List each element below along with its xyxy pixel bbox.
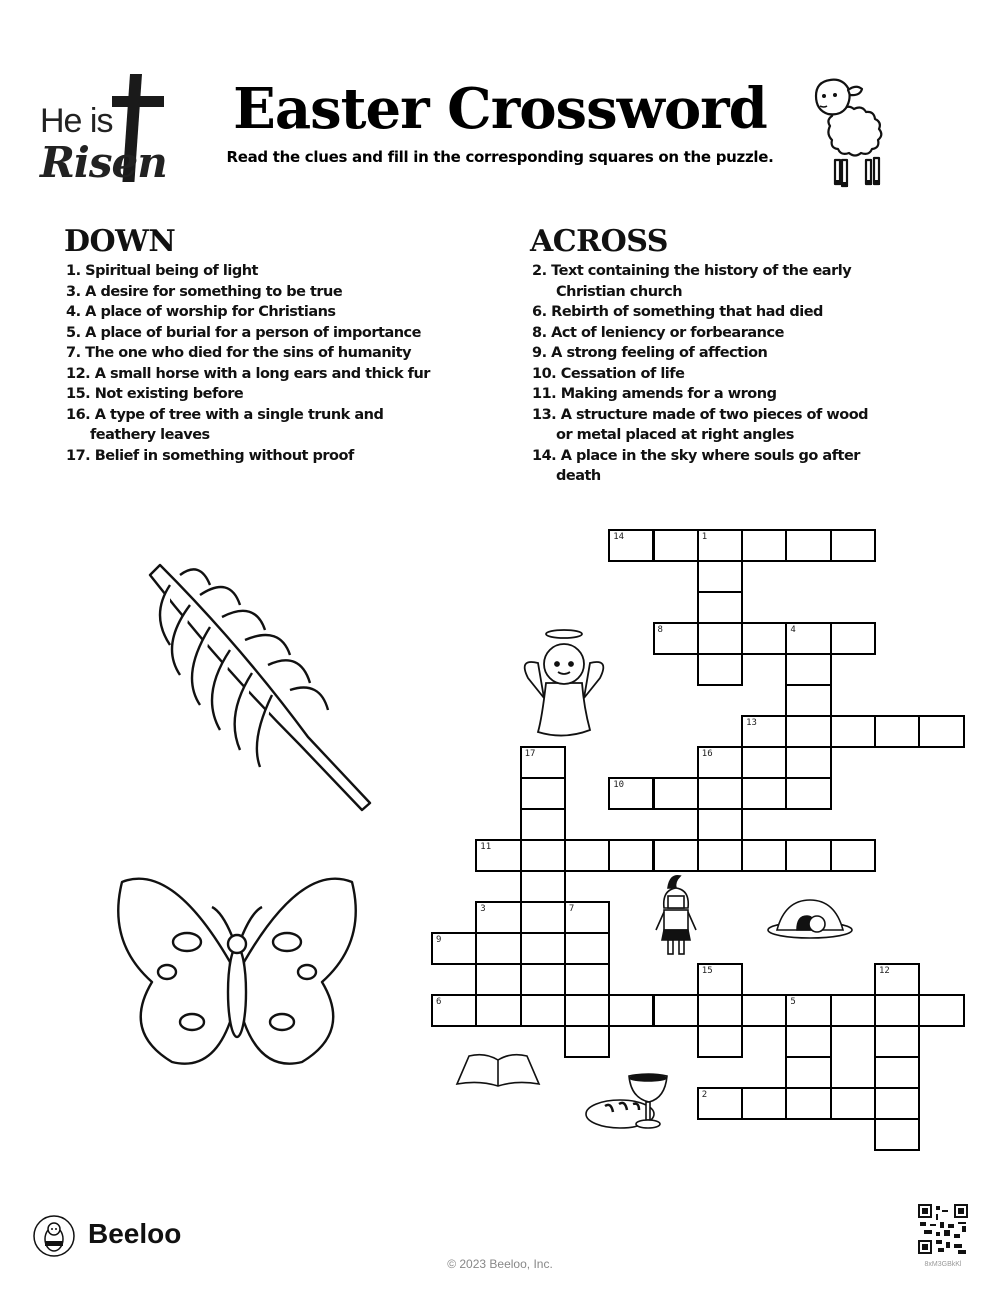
crossword-cell[interactable]	[874, 1118, 920, 1151]
crossword-cell-2[interactable]	[697, 1087, 743, 1120]
crossword-cell[interactable]	[830, 994, 876, 1027]
crossword-cell[interactable]	[785, 715, 831, 748]
roman-soldier-icon	[650, 872, 702, 962]
crossword-cell[interactable]	[874, 1025, 920, 1058]
across-clue-list	[532, 261, 882, 487]
crossword-cell[interactable]	[918, 715, 964, 748]
crossword-cell-6[interactable]	[431, 994, 477, 1027]
crossword-cell-13[interactable]	[741, 715, 787, 748]
crossword-cell[interactable]	[653, 994, 699, 1027]
down-clue: 7. The one who died for the sins of humanity	[66, 345, 412, 361]
clue-number: 13	[746, 718, 757, 728]
crossword-cell[interactable]	[697, 777, 743, 810]
across-clue: 2. Text containing the history of the early Christian church	[532, 263, 852, 300]
crossword-cell[interactable]	[520, 777, 566, 810]
crossword-cell[interactable]	[564, 932, 610, 965]
down-clue: 17. Belief in something without proof	[66, 447, 354, 464]
crossword-cell[interactable]	[785, 1056, 831, 1089]
down-clues-section	[64, 224, 464, 466]
crossword-cell[interactable]	[475, 963, 521, 996]
crossword-cell[interactable]	[918, 994, 964, 1027]
crossword-cell-10[interactable]	[608, 777, 654, 810]
crossword-cell[interactable]	[608, 839, 654, 872]
crossword-cell[interactable]	[697, 839, 743, 872]
crossword-cell-11[interactable]	[475, 839, 521, 872]
clue-number: 3	[480, 904, 486, 914]
crossword-cell[interactable]	[741, 777, 787, 810]
down-clue: 12. A small horse with a long ears and thick fur	[66, 365, 430, 382]
clue-number: 17	[524, 749, 536, 759]
crossword-cell[interactable]	[785, 839, 831, 872]
crossword-cell[interactable]	[874, 715, 920, 748]
crossword-cell[interactable]	[520, 994, 566, 1027]
clue-number: 10	[613, 780, 625, 790]
down-clue: 4. A place of worship for Christians	[66, 304, 336, 320]
across-clue: 13. A structure made of two pieces of wood or metal placed at right angles	[532, 406, 869, 443]
clue-number: 4	[790, 625, 796, 635]
page-subtitle: Read the clues and fill in the corresponding squares on the puzzle.	[226, 148, 774, 166]
qr-code-icon	[918, 1204, 968, 1254]
clue-number: 11	[480, 842, 492, 852]
crossword-cell[interactable]	[741, 839, 787, 872]
beeloo-brand: Beeloo	[88, 1218, 182, 1249]
crossword-cell[interactable]	[785, 653, 831, 686]
beeloo-bee-logo-icon	[33, 1215, 75, 1257]
lamb-icon	[810, 68, 900, 193]
crossword-cell[interactable]	[830, 839, 876, 872]
qr-code-label: 8xM3GBkKl	[924, 1261, 962, 1268]
crossword-cell[interactable]	[830, 529, 876, 562]
open-bible-icon	[455, 1052, 541, 1088]
clue-number: 12	[879, 966, 890, 976]
crossword-cell[interactable]	[520, 963, 566, 996]
clue-number: 1	[701, 532, 708, 542]
clue-number: 8	[657, 625, 663, 635]
crossword-cell[interactable]	[653, 777, 699, 810]
crossword-cell[interactable]	[785, 529, 831, 562]
crossword-cell[interactable]	[475, 932, 521, 965]
crossword-cell[interactable]	[697, 653, 743, 686]
crossword-cell[interactable]	[520, 932, 566, 965]
crossword-cell[interactable]	[830, 622, 876, 655]
empty-tomb-icon	[765, 898, 855, 940]
crossword-cell[interactable]	[874, 1087, 920, 1120]
crossword-cell-7[interactable]	[564, 901, 610, 934]
down-heading: DOWN	[64, 224, 176, 259]
across-clue: 14. A place in the sky where souls go after death	[532, 447, 860, 484]
logo-risen: Risen	[40, 138, 167, 187]
crossword-cell[interactable]	[741, 994, 787, 1027]
crossword-cell[interactable]	[785, 1087, 831, 1120]
crossword-cell[interactable]	[830, 1087, 876, 1120]
crossword-cell[interactable]	[653, 839, 699, 872]
clue-number: 15	[701, 966, 713, 976]
page-title: Easter Crossword	[233, 76, 767, 142]
crossword-cell[interactable]	[697, 808, 743, 841]
clue-number: 6	[436, 997, 442, 1007]
crossword-cell[interactable]	[564, 963, 610, 996]
across-clue: 8. Act of leniency or forbearance	[532, 324, 784, 341]
crossword-cell[interactable]	[741, 746, 787, 779]
clue-number: 16	[701, 749, 713, 759]
crossword-cell-14[interactable]	[608, 529, 654, 562]
crossword-cell[interactable]	[785, 777, 831, 810]
down-clue: 15. Not existing before	[66, 386, 244, 402]
crossword-cell[interactable]	[785, 746, 831, 779]
down-clue: 5. A place of burial for a person of importance	[66, 324, 421, 341]
clue-number: 14	[613, 532, 625, 542]
crossword-cell[interactable]	[741, 1087, 787, 1120]
crossword-cell-15[interactable]	[697, 963, 743, 996]
crossword-cell-17[interactable]	[520, 746, 566, 779]
down-clue-list	[66, 261, 464, 466]
crossword-cell-12[interactable]	[874, 963, 920, 996]
crossword-cell-8[interactable]	[653, 622, 699, 655]
crossword-cell-3[interactable]	[475, 901, 521, 934]
clue-number: 9	[436, 935, 442, 945]
crossword-cell[interactable]	[697, 560, 743, 593]
crossword-cell[interactable]	[653, 529, 699, 562]
crossword-cell[interactable]	[830, 715, 876, 748]
crossword-cell[interactable]	[608, 994, 654, 1027]
crossword-cell-5[interactable]	[785, 994, 831, 1027]
down-clue: 1. Spiritual being of light	[66, 263, 258, 279]
palm-leaf-icon	[140, 555, 380, 835]
bread-and-cup-icon	[585, 1072, 697, 1132]
down-clue: 3. A desire for something to be true	[66, 283, 343, 300]
crossword-cell[interactable]	[564, 1025, 610, 1058]
crossword-cell[interactable]	[520, 839, 566, 872]
crossword-cell-16[interactable]	[697, 746, 743, 779]
clue-number: 2	[701, 1090, 708, 1100]
butterfly-icon	[112, 872, 362, 1087]
crossword-cell[interactable]	[475, 994, 521, 1027]
crossword-cell[interactable]	[741, 622, 787, 655]
crossword-cell[interactable]	[564, 839, 610, 872]
crossword-cell[interactable]	[697, 1025, 743, 1058]
crossword-cell[interactable]	[564, 994, 610, 1027]
crossword-cell-4[interactable]	[785, 622, 831, 655]
crossword-cell[interactable]	[874, 1056, 920, 1089]
copyright-text: © 2023 Beeloo, Inc.	[447, 1257, 553, 1271]
crossword-cell[interactable]	[697, 591, 743, 624]
crossword-cell[interactable]	[697, 622, 743, 655]
crossword-cell[interactable]	[741, 529, 787, 562]
crossword-cell[interactable]	[520, 870, 566, 903]
logo-he-is: He is	[40, 102, 113, 140]
crossword-cell[interactable]	[697, 994, 743, 1027]
crossword-cell-1[interactable]	[697, 529, 743, 562]
across-clue: 9. A strong feeling of affection	[532, 345, 768, 361]
crossword-cell[interactable]	[520, 901, 566, 934]
across-heading: ACROSS	[530, 224, 668, 259]
across-clues-section	[530, 224, 890, 487]
clue-number: 7	[568, 904, 575, 914]
crossword-cell[interactable]	[785, 1025, 831, 1058]
crossword-cell[interactable]	[520, 808, 566, 841]
down-clue: 16. A type of tree with a single trunk and feathery leaves	[66, 406, 384, 443]
clue-number: 5	[790, 997, 796, 1007]
crossword-cell[interactable]	[785, 684, 831, 717]
across-clue: 6. Rebirth of something that had died	[532, 304, 823, 320]
crossword-cell[interactable]	[874, 994, 920, 1027]
crossword-cell-9[interactable]	[431, 932, 477, 965]
angel-icon	[518, 628, 610, 740]
across-clue: 10. Cessation of life	[532, 365, 685, 382]
across-clue: 11. Making amends for a wrong	[532, 386, 777, 402]
